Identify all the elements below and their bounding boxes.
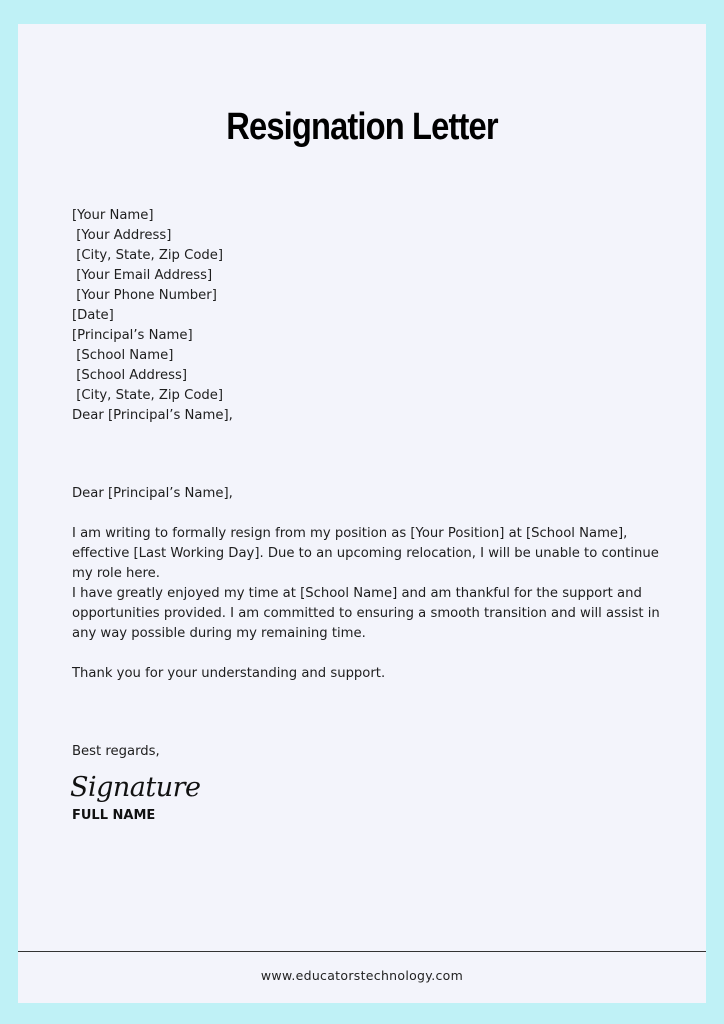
address-line: [Your Email Address] <box>72 268 213 283</box>
page-title: Resignation Letter <box>226 106 498 148</box>
address-line: [Your Phone Number] <box>72 288 217 303</box>
signature: Signature <box>70 772 201 803</box>
body-paragraph: I am writing to formally resign from my position as [Your Position] at [School Name], effective [Last Working Day]. Due to an upcoming relocation, I will be unable to continue my role here. <box>72 526 659 581</box>
body-paragraph: I have greatly enjoyed my time at [School Name] and am thankful for the support and opportunities provided. I am committed to ensuring a smooth transition and will assist in any way possible during my remaining time. <box>72 586 660 641</box>
body-paragraph: Thank you for your understanding and support. <box>72 666 386 681</box>
address-line: [City, State, Zip Code] <box>72 248 224 263</box>
greeting: Dear [Principal’s Name], <box>72 486 233 501</box>
closing: Best regards, <box>72 744 160 759</box>
address-block <box>72 206 233 426</box>
address-line: [School Address] <box>72 368 187 383</box>
letter-page <box>18 24 706 1003</box>
footer-url: www.educatorstechnology.com <box>260 968 464 983</box>
address-line: [Your Address] <box>72 228 172 243</box>
footer-divider <box>18 951 706 952</box>
address-line: Dear [Principal’s Name], <box>72 408 233 423</box>
address-line: [Principal’s Name] <box>72 328 193 343</box>
full-name: FULL NAME <box>72 808 156 823</box>
address-line: [City, State, Zip Code] <box>72 388 224 403</box>
address-line: [School Name] <box>72 348 174 363</box>
address-line: [Your Name] <box>72 208 154 223</box>
address-line: [Date] <box>72 308 114 323</box>
